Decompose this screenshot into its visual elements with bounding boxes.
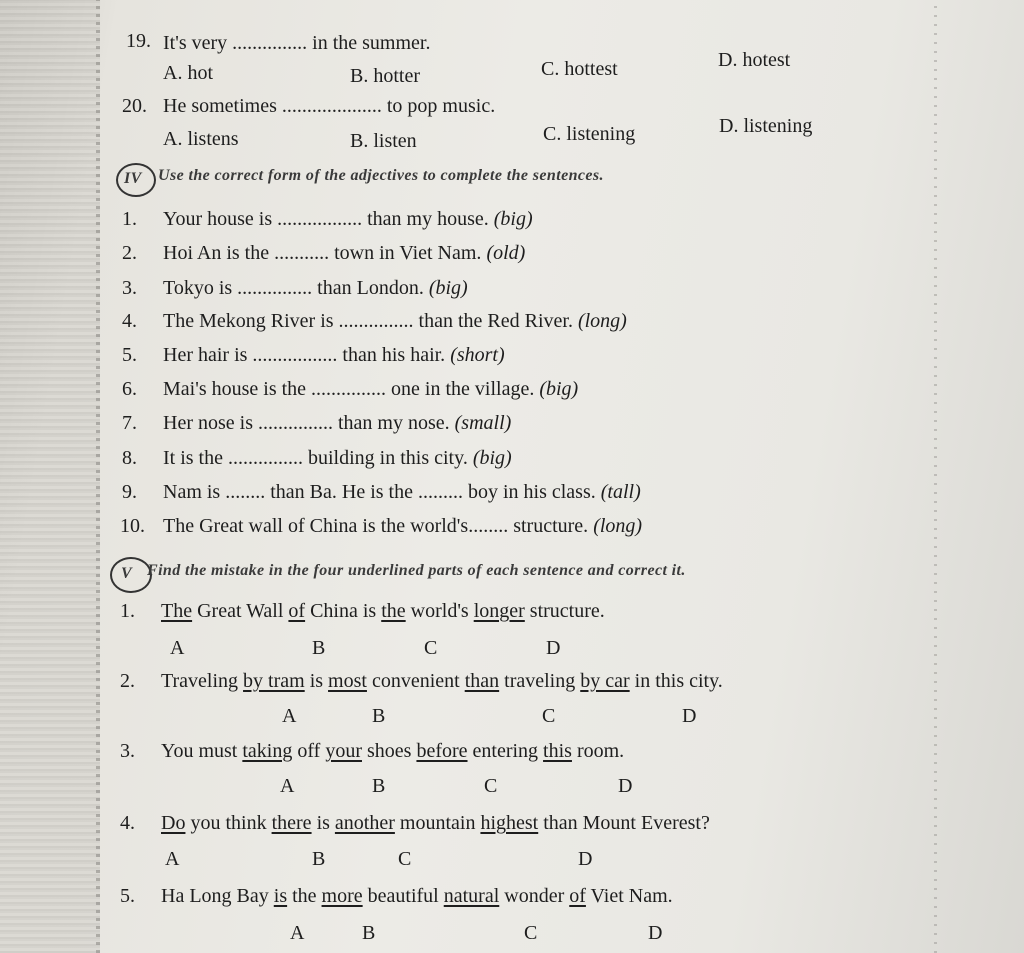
item-number: 1. <box>120 600 135 622</box>
underlined-part: your <box>325 740 362 762</box>
item-number: 10. <box>120 515 145 537</box>
sentence-text: Her hair is <box>163 344 253 366</box>
answer-blank: ............... <box>311 378 387 400</box>
choice-letter: B <box>362 922 376 944</box>
choice-letter: C <box>542 705 556 727</box>
sentence-text: Viet Nam. <box>585 885 673 907</box>
choice-letter: B <box>312 848 326 870</box>
choice-letter: D <box>648 922 663 944</box>
item-sentence <box>163 242 525 265</box>
prompt-text: to pop music. <box>381 95 496 117</box>
item-number: 6. <box>122 378 137 400</box>
sentence-text: you think <box>185 812 272 834</box>
item-sentence <box>163 310 627 333</box>
underlined-part: taking <box>242 740 293 762</box>
sentence-text: The Great wall of China is the world's <box>163 515 469 537</box>
choice-letter: C <box>484 775 498 797</box>
answer-blank: ................. <box>252 344 338 366</box>
adjective-hint: (big) <box>539 378 579 400</box>
sentence-text: in this city. <box>629 670 723 692</box>
question-number: 20. <box>122 95 147 117</box>
prompt-text: He sometimes <box>163 95 282 117</box>
sentence-text: entering <box>467 740 544 762</box>
sentence-text: room. <box>571 740 625 762</box>
sentence-text: structure. <box>524 600 605 622</box>
option-b: B. hotter <box>350 65 420 87</box>
underlined-part: The <box>161 600 193 622</box>
sentence-text: Her nose is <box>163 412 258 434</box>
question-number: 19. <box>126 30 151 52</box>
sentence-text: off <box>292 740 326 762</box>
underlined-part: before <box>416 740 468 762</box>
adjective-hint: (big) <box>428 277 468 299</box>
sentence-text: one in the village. <box>386 378 540 400</box>
sentence-text: building in this city. <box>303 447 473 469</box>
binding-shadow <box>0 0 100 953</box>
sentence-text: than his hair. <box>337 344 451 366</box>
sentence-text: Great Wall <box>192 600 289 622</box>
underlined-part: natural <box>443 885 500 907</box>
adjective-hint: (old) <box>486 242 526 264</box>
sentence-text: structure. <box>508 515 594 537</box>
adjective-hint: (long) <box>593 515 643 537</box>
section-instruction: Use the correct form of the adjectives to complete the sentences. <box>158 167 604 184</box>
item-sentence <box>161 740 624 763</box>
item-number: 4. <box>122 310 137 332</box>
underlined-part: this <box>543 740 572 762</box>
option-a: A. listens <box>163 128 239 150</box>
item-sentence <box>163 515 642 538</box>
choice-letter: A <box>280 775 295 797</box>
choice-letter: A <box>165 848 180 870</box>
adjective-hint: (tall) <box>600 481 641 503</box>
sentence-text: shoes <box>361 740 417 762</box>
item-number: 1. <box>122 208 137 230</box>
answer-blank: ................. <box>277 208 363 230</box>
underlined-part: is <box>273 885 288 907</box>
adjective-hint: (long) <box>577 310 627 332</box>
sentence-text: than London. <box>312 277 429 299</box>
item-number: 8. <box>122 447 137 469</box>
item-sentence <box>161 885 673 908</box>
adjective-hint: (big) <box>493 208 533 230</box>
item-number: 2. <box>120 670 135 692</box>
answer-blank: ........... <box>274 242 330 264</box>
underlined-part: than <box>464 670 500 692</box>
sentence-text: The Mekong River is <box>163 310 339 332</box>
underlined-part: most <box>328 670 367 692</box>
choice-letter: D <box>682 705 697 727</box>
sentence-text: beautiful <box>362 885 444 907</box>
answer-blank: ............... <box>228 447 303 469</box>
underlined-part: of <box>288 600 306 622</box>
answer-blank: .................... <box>281 95 382 117</box>
underlined-part: longer <box>473 600 525 622</box>
section-instruction: Find the mistake in the four underlined parts of each sentence and correct it. <box>147 562 686 579</box>
item-sentence <box>163 277 468 300</box>
item-sentence <box>161 600 605 623</box>
section-roman-numeral: IV <box>124 170 142 187</box>
question-prompt <box>163 95 495 118</box>
sentence-text: You must <box>161 740 243 762</box>
option-d: D. listening <box>719 115 813 137</box>
page-fold-edge <box>934 0 937 953</box>
sentence-text: Hoi An is the <box>163 242 275 264</box>
item-number: 5. <box>122 344 137 366</box>
prompt-text: It's very <box>163 32 233 54</box>
underlined-part: of <box>569 885 586 907</box>
item-number: 2. <box>122 242 137 264</box>
adjective-hint: (short) <box>450 344 505 366</box>
underlined-part: Do <box>161 812 186 834</box>
prompt-text: in the summer. <box>307 32 431 54</box>
choice-letter: B <box>372 705 386 727</box>
sentence-text: Mai's house is the <box>163 378 312 400</box>
answer-blank: ........ <box>468 515 509 537</box>
perforated-edge <box>96 0 100 953</box>
choice-letter: D <box>546 637 561 659</box>
sentence-text: than Ba. He is the ......... boy in his class. <box>265 481 601 503</box>
option-c: C. hottest <box>541 58 618 80</box>
sentence-text: Traveling <box>161 670 244 692</box>
underlined-part: highest <box>480 812 539 834</box>
question-prompt <box>163 32 430 55</box>
choice-letter: A <box>290 922 305 944</box>
sentence-text: convenient <box>366 670 465 692</box>
choice-letter: B <box>312 637 326 659</box>
sentence-text: is <box>304 670 329 692</box>
sentence-text: Tokyo is <box>163 277 238 299</box>
item-number: 9. <box>122 481 137 503</box>
option-d: D. hotest <box>718 49 791 71</box>
underlined-part: there <box>271 812 312 834</box>
sentence-text: Nam is <box>163 481 226 503</box>
sentence-text: Your house is <box>163 208 278 230</box>
choice-letter: C <box>524 922 538 944</box>
item-sentence <box>161 812 710 835</box>
option-b: B. listen <box>350 130 417 152</box>
choice-letter: A <box>170 637 185 659</box>
item-number: 4. <box>120 812 135 834</box>
underlined-part: more <box>321 885 363 907</box>
choice-letter: B <box>372 775 386 797</box>
item-number: 7. <box>122 412 137 434</box>
sentence-text: than the Red River. <box>413 310 578 332</box>
sentence-text: It is the <box>163 447 228 469</box>
underlined-part: by tram <box>243 670 305 692</box>
sentence-text: mountain <box>394 812 481 834</box>
choice-letter: D <box>578 848 593 870</box>
adjective-hint: (small) <box>454 412 512 434</box>
item-sentence <box>163 447 512 470</box>
choice-letter: A <box>282 705 297 727</box>
answer-blank: ............... <box>338 310 414 332</box>
sentence-text: wonder <box>499 885 570 907</box>
sentence-text: traveling <box>499 670 581 692</box>
sentence-text: the <box>287 885 322 907</box>
answer-blank: ............... <box>237 277 313 299</box>
item-number: 3. <box>120 740 135 762</box>
section-roman-numeral: V <box>121 565 133 582</box>
sentence-text: than my nose. <box>332 412 455 434</box>
item-sentence <box>163 344 505 367</box>
item-number: 5. <box>120 885 135 907</box>
item-sentence <box>161 670 723 693</box>
underlined-part: by car <box>580 670 630 692</box>
sentence-text: town in Viet Nam. <box>329 242 487 264</box>
sentence-text: than Mount Everest? <box>538 812 710 834</box>
choice-letter: D <box>618 775 633 797</box>
underlined-part: the <box>381 600 406 622</box>
underlined-part: another <box>334 812 395 834</box>
answer-blank: ............... <box>257 412 333 434</box>
option-a: A. hot <box>163 62 213 84</box>
item-sentence <box>163 481 641 504</box>
sentence-text: Ha Long Bay <box>161 885 274 907</box>
item-sentence <box>163 378 578 401</box>
sentence-text: world's <box>405 600 474 622</box>
answer-blank: ........ <box>225 481 266 503</box>
item-sentence <box>163 412 511 435</box>
item-number: 3. <box>122 277 137 299</box>
option-c: C. listening <box>543 123 636 145</box>
answer-blank: ............... <box>232 32 308 54</box>
choice-letter: C <box>398 848 412 870</box>
choice-letter: C <box>424 637 438 659</box>
item-sentence <box>163 208 533 231</box>
adjective-hint: (big) <box>472 447 512 469</box>
sentence-text: is <box>311 812 335 834</box>
sentence-text: than my house. <box>362 208 494 230</box>
sentence-text: China is <box>305 600 382 622</box>
